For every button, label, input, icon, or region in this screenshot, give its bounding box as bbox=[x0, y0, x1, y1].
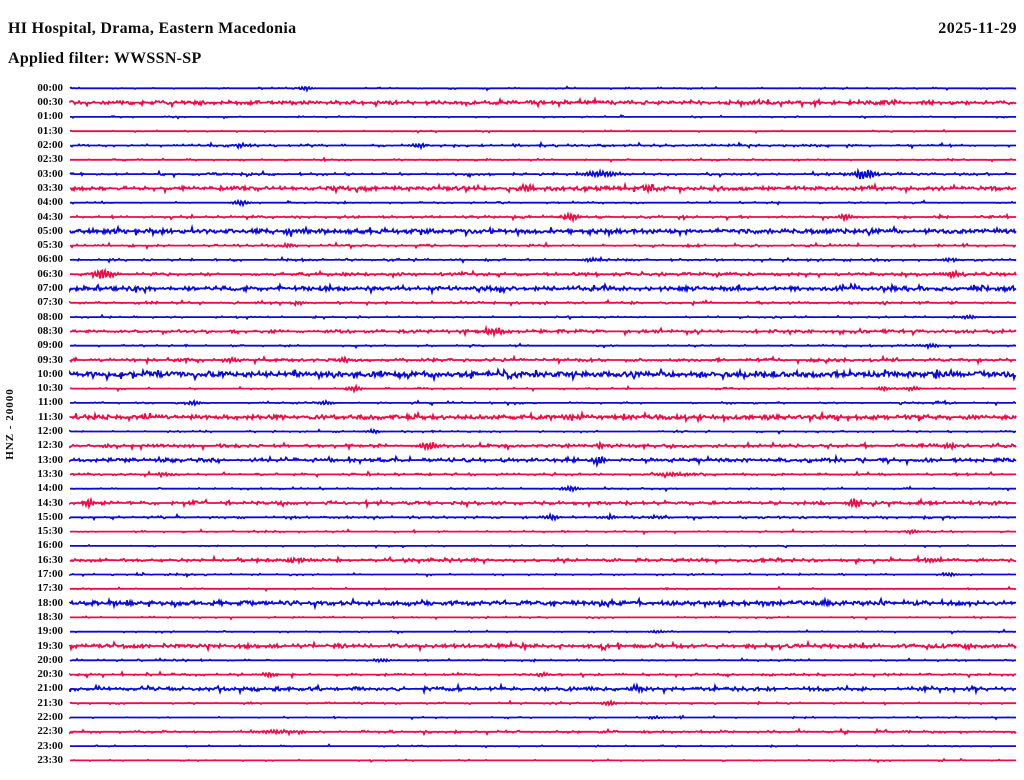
trace-time-label-23:30: 23:30 bbox=[37, 753, 63, 766]
trace-time-label-08:30: 08:30 bbox=[37, 324, 63, 337]
trace-time-label-05:00: 05:00 bbox=[37, 224, 63, 237]
trace-time-label-09:30: 09:30 bbox=[37, 353, 63, 366]
trace-time-label-22:30: 22:30 bbox=[37, 725, 63, 738]
trace-time-label-16:00: 16:00 bbox=[37, 539, 63, 552]
seismic-trace-13:30 bbox=[70, 472, 1016, 477]
seismic-trace-12:30 bbox=[70, 442, 1016, 448]
seismic-trace-10:00 bbox=[70, 370, 1016, 379]
trace-time-label-03:30: 03:30 bbox=[37, 181, 63, 194]
trace-time-label-11:30: 11:30 bbox=[37, 410, 63, 423]
seismic-trace-20:00 bbox=[70, 659, 1016, 662]
seismic-trace-15:00 bbox=[70, 515, 1016, 520]
trace-time-label-04:00: 04:00 bbox=[37, 196, 63, 209]
seismic-trace-23:00 bbox=[70, 745, 1016, 747]
seismic-trace-10:30 bbox=[70, 386, 1016, 391]
trace-time-label-17:30: 17:30 bbox=[37, 582, 63, 595]
trace-time-label-05:30: 05:30 bbox=[37, 239, 63, 252]
seismic-trace-06:30 bbox=[70, 271, 1016, 279]
seismic-trace-08:00 bbox=[70, 315, 1016, 318]
seismic-trace-01:00 bbox=[70, 115, 1016, 118]
seismic-trace-06:00 bbox=[70, 258, 1016, 262]
trace-time-label-10:00: 10:00 bbox=[37, 367, 63, 380]
trace-time-label-02:30: 02:30 bbox=[37, 153, 63, 166]
seismic-trace-04:30 bbox=[70, 214, 1016, 220]
seismic-trace-07:30 bbox=[70, 301, 1016, 305]
seismic-trace-22:00 bbox=[70, 716, 1016, 719]
seismic-trace-05:30 bbox=[70, 243, 1016, 248]
trace-time-label-20:30: 20:30 bbox=[37, 668, 63, 681]
seismic-trace-02:30 bbox=[70, 158, 1016, 161]
seismic-trace-16:00 bbox=[70, 545, 1016, 547]
seismic-trace-23:30 bbox=[70, 759, 1016, 762]
trace-time-label-04:30: 04:30 bbox=[37, 210, 63, 223]
trace-time-label-01:30: 01:30 bbox=[37, 124, 63, 137]
seismic-trace-08:30 bbox=[70, 328, 1016, 335]
trace-time-label-02:00: 02:00 bbox=[37, 139, 63, 151]
seismic-trace-19:00 bbox=[70, 630, 1016, 633]
trace-time-label-21:30: 21:30 bbox=[37, 696, 63, 709]
trace-time-label-07:00: 07:00 bbox=[37, 282, 63, 294]
trace-time-label-18:00: 18:00 bbox=[37, 596, 63, 609]
seismic-trace-11:30 bbox=[70, 413, 1016, 421]
trace-time-label-13:30: 13:30 bbox=[37, 467, 63, 480]
trace-time-label-22:00: 22:00 bbox=[37, 711, 63, 723]
trace-time-label-15:00: 15:00 bbox=[37, 510, 63, 523]
seismic-trace-01:30 bbox=[70, 130, 1016, 132]
trace-time-label-16:30: 16:30 bbox=[37, 553, 63, 566]
trace-time-label-10:30: 10:30 bbox=[37, 382, 63, 395]
seismic-trace-07:00 bbox=[70, 285, 1016, 293]
trace-time-label-20:00: 20:00 bbox=[37, 653, 63, 666]
trace-time-label-09:00: 09:00 bbox=[37, 339, 63, 352]
seismic-trace-04:00 bbox=[70, 201, 1016, 205]
seismic-trace-16:30 bbox=[70, 557, 1016, 563]
seismic-trace-21:00 bbox=[70, 685, 1016, 692]
trace-time-label-01:00: 01:00 bbox=[37, 110, 63, 123]
seismic-trace-21:30 bbox=[70, 701, 1016, 704]
station-title: HI Hospital, Drama, Eastern Macedonia bbox=[8, 20, 297, 37]
seismic-trace-09:30 bbox=[70, 357, 1016, 363]
trace-time-label-12:30: 12:30 bbox=[37, 439, 63, 452]
trace-time-label-12:00: 12:00 bbox=[37, 425, 63, 437]
seismic-trace-19:30 bbox=[70, 643, 1016, 650]
trace-time-label-21:00: 21:00 bbox=[37, 682, 63, 695]
trace-time-label-19:00: 19:00 bbox=[37, 625, 63, 638]
trace-time-label-23:00: 23:00 bbox=[37, 739, 63, 752]
seismic-trace-15:30 bbox=[70, 530, 1016, 534]
seismic-trace-14:00 bbox=[70, 487, 1016, 491]
seismic-trace-09:00 bbox=[70, 344, 1016, 348]
seismic-trace-18:00 bbox=[70, 599, 1016, 607]
seismic-trace-13:00 bbox=[70, 457, 1016, 465]
trace-time-label-00:30: 00:30 bbox=[37, 96, 63, 109]
trace-time-label-08:00: 08:00 bbox=[37, 310, 63, 323]
trace-time-label-00:00: 00:00 bbox=[37, 81, 63, 94]
seismic-trace-00:00 bbox=[70, 87, 1016, 90]
filter-label: Applied filter: WWSSN-SP bbox=[8, 50, 202, 67]
trace-time-label-06:30: 06:30 bbox=[37, 267, 63, 280]
seismic-trace-22:30 bbox=[70, 730, 1016, 734]
seismic-trace-14:30 bbox=[70, 499, 1016, 507]
seismic-trace-11:00 bbox=[70, 401, 1016, 405]
seismic-trace-18:30 bbox=[70, 616, 1016, 618]
trace-time-label-17:00: 17:00 bbox=[37, 568, 63, 580]
trace-time-label-11:00: 11:00 bbox=[37, 396, 63, 409]
trace-time-label-07:30: 07:30 bbox=[37, 296, 63, 309]
seismic-trace-00:30 bbox=[70, 99, 1016, 106]
trace-time-label-06:00: 06:00 bbox=[37, 253, 63, 266]
seismic-trace-03:00 bbox=[70, 170, 1016, 179]
channel-axis-label: HNZ - 20000 bbox=[4, 388, 16, 460]
trace-time-label-19:30: 19:30 bbox=[37, 639, 63, 652]
seismic-trace-05:00 bbox=[70, 227, 1016, 236]
seismic-trace-12:00 bbox=[70, 430, 1016, 433]
trace-time-label-14:00: 14:00 bbox=[37, 482, 63, 495]
seismic-trace-20:30 bbox=[70, 672, 1016, 676]
trace-time-label-18:30: 18:30 bbox=[37, 610, 63, 623]
trace-time-label-15:30: 15:30 bbox=[37, 525, 63, 538]
trace-time-label-14:30: 14:30 bbox=[37, 496, 63, 509]
seismic-trace-03:30 bbox=[70, 185, 1016, 192]
trace-time-label-03:00: 03:00 bbox=[37, 167, 63, 180]
trace-time-label-13:00: 13:00 bbox=[37, 453, 63, 466]
seismic-trace-17:30 bbox=[70, 587, 1016, 590]
seismic-trace-02:00 bbox=[70, 143, 1016, 147]
seismic-trace-17:00 bbox=[70, 573, 1016, 576]
date-label: 2025-11-29 bbox=[938, 20, 1017, 37]
